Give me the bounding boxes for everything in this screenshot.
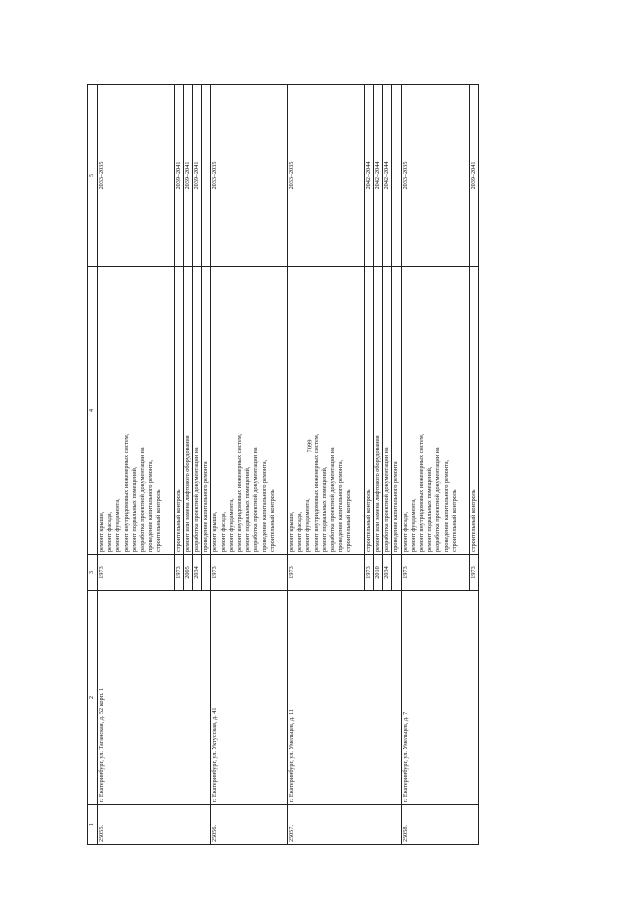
sub-year-cell: 2034 [383, 555, 392, 591]
work-item: проведение капитального ремонта, [337, 459, 345, 552]
header-col-2: 2 [88, 591, 98, 805]
sub-work-cell: ремонт или замена лифтового оборудования [373, 267, 382, 555]
table-row [98, 85, 175, 845]
work-item: ремонт фундамента, [227, 498, 235, 552]
year-cell: 1973 [401, 555, 469, 591]
work-item: проведение капитального ремонта, [147, 459, 155, 552]
work-item: строительный контроль [345, 489, 353, 552]
sub-year-cell: 1973 [364, 555, 373, 591]
works-cell [401, 267, 469, 555]
sub-year-cell: 2005 [183, 555, 192, 591]
work-item: разработка проектной документации на [252, 447, 260, 552]
entry-number: 25056. [211, 805, 288, 845]
works-cell [211, 267, 288, 555]
sub-period-cell: 2042–2044 [383, 85, 392, 267]
header-row [88, 85, 98, 845]
tail-work-cell: проведение капитального ремонта [392, 267, 401, 555]
works-cell [288, 267, 365, 555]
work-item: проведение капитального ремонта, [442, 459, 450, 552]
year-cell: 1973 [211, 555, 288, 591]
address-cell: г. Екатеринбург, ул. Уктусская, д. 41 [211, 591, 288, 805]
year-cell: 1973 [98, 555, 175, 591]
header-col-4: 4 [88, 267, 98, 555]
entry-number: 25055. [98, 805, 211, 845]
sub-work-cell: ремонт или замена лифтового оборудования [183, 267, 192, 555]
work-item: ремонт внутридомовых инженерных систем, [122, 433, 130, 552]
sub-period-cell: 2039–2041 [174, 85, 183, 267]
table-body [98, 85, 479, 845]
work-item: разработка проектной документации на [329, 447, 337, 552]
year-cell: 1973 [288, 555, 365, 591]
work-item: ремонт фасада, [106, 511, 114, 552]
sub-period-cell: 2039–2041 [469, 85, 478, 267]
address-cell: г. Екатеринбург, ул. Умельцев, д. 7 [401, 591, 479, 805]
tail-year-cell [392, 555, 401, 591]
sub-work-cell: разработка проектной документации на [383, 267, 392, 555]
sub-work-cell: строительный контроль [174, 267, 183, 555]
tail-period-cell [202, 85, 211, 267]
work-item: ремонт фасада, [219, 511, 227, 552]
rotated-table-container [87, 85, 513, 845]
table-row [288, 85, 365, 845]
header-col-1: 1 [88, 805, 98, 845]
address-cell: г. Екатеринбург, ул. Умельцев, д. 11 [288, 591, 401, 805]
sub-work-cell: разработка проектной документации на [193, 267, 202, 555]
header-col-5: 5 [88, 85, 98, 267]
sub-period-cell: 2039–2041 [183, 85, 192, 267]
work-item: ремонт крыши, [211, 511, 219, 552]
work-item: ремонт фундамента, [409, 498, 417, 552]
work-item: проведение капитального ремонта, [260, 459, 268, 552]
repair-schedule-table [87, 84, 479, 845]
work-item: ремонт подвальных помещений, [320, 466, 328, 552]
work-item: разработка проектной документации на [434, 447, 442, 552]
work-item: ремонт внутридомовых инженерных систем, [312, 433, 320, 552]
page-number: 7099 [306, 439, 314, 453]
table-row [401, 85, 469, 845]
period-cell: 2033–2035 [211, 85, 288, 267]
work-item: строительный контроль [155, 489, 163, 552]
table-row [211, 85, 288, 845]
address-cell: г. Екатеринбург, ул. Таганская, д. 52 корп. 1 [98, 591, 211, 805]
work-item: ремонт подвальных помещений, [130, 466, 138, 552]
sub-work-cell: строительный контроль [364, 267, 373, 555]
work-item: ремонт внутридомовых инженерных систем, [236, 433, 244, 552]
work-item: ремонт фасада, [401, 511, 409, 552]
sub-year-cell: 2034 [193, 555, 202, 591]
sub-period-cell: 2039–2041 [193, 85, 202, 267]
sub-year-cell: 1973 [469, 555, 478, 591]
tail-work-cell: проведение капитального ремонта [202, 267, 211, 555]
work-item: ремонт крыши, [288, 511, 296, 552]
entry-number: 25057. [288, 805, 401, 845]
sub-period-cell: 2042–2044 [364, 85, 373, 267]
works-cell [98, 267, 175, 555]
work-item: ремонт крыши, [98, 511, 105, 552]
sub-period-cell: 2042–2044 [373, 85, 382, 267]
entry-number: 25058. [401, 805, 479, 845]
work-item: разработка проектной документации на [139, 447, 147, 552]
work-item: ремонт подвальных помещений, [244, 466, 252, 552]
sub-year-cell: 2010 [373, 555, 382, 591]
work-item: ремонт фундамента, [114, 498, 122, 552]
sub-year-cell: 1973 [174, 555, 183, 591]
period-cell: 2033–2035 [401, 85, 469, 267]
work-item: ремонт фасада, [296, 511, 304, 552]
tail-year-cell [202, 555, 211, 591]
work-item: ремонт внутридомовых инженерных систем, [417, 433, 425, 552]
work-item: строительный контроль [268, 489, 276, 552]
period-cell: 2033–2035 [98, 85, 175, 267]
header-col-3: 3 [88, 555, 98, 591]
work-item: строительный контроль [450, 489, 458, 552]
tail-period-cell [392, 85, 401, 267]
period-cell: 2033–2035 [288, 85, 365, 267]
work-item: ремонт фундамента, [304, 498, 312, 552]
work-item: ремонт подвальных помещений, [426, 466, 434, 552]
sub-work-cell: строительный контроль [469, 267, 478, 555]
